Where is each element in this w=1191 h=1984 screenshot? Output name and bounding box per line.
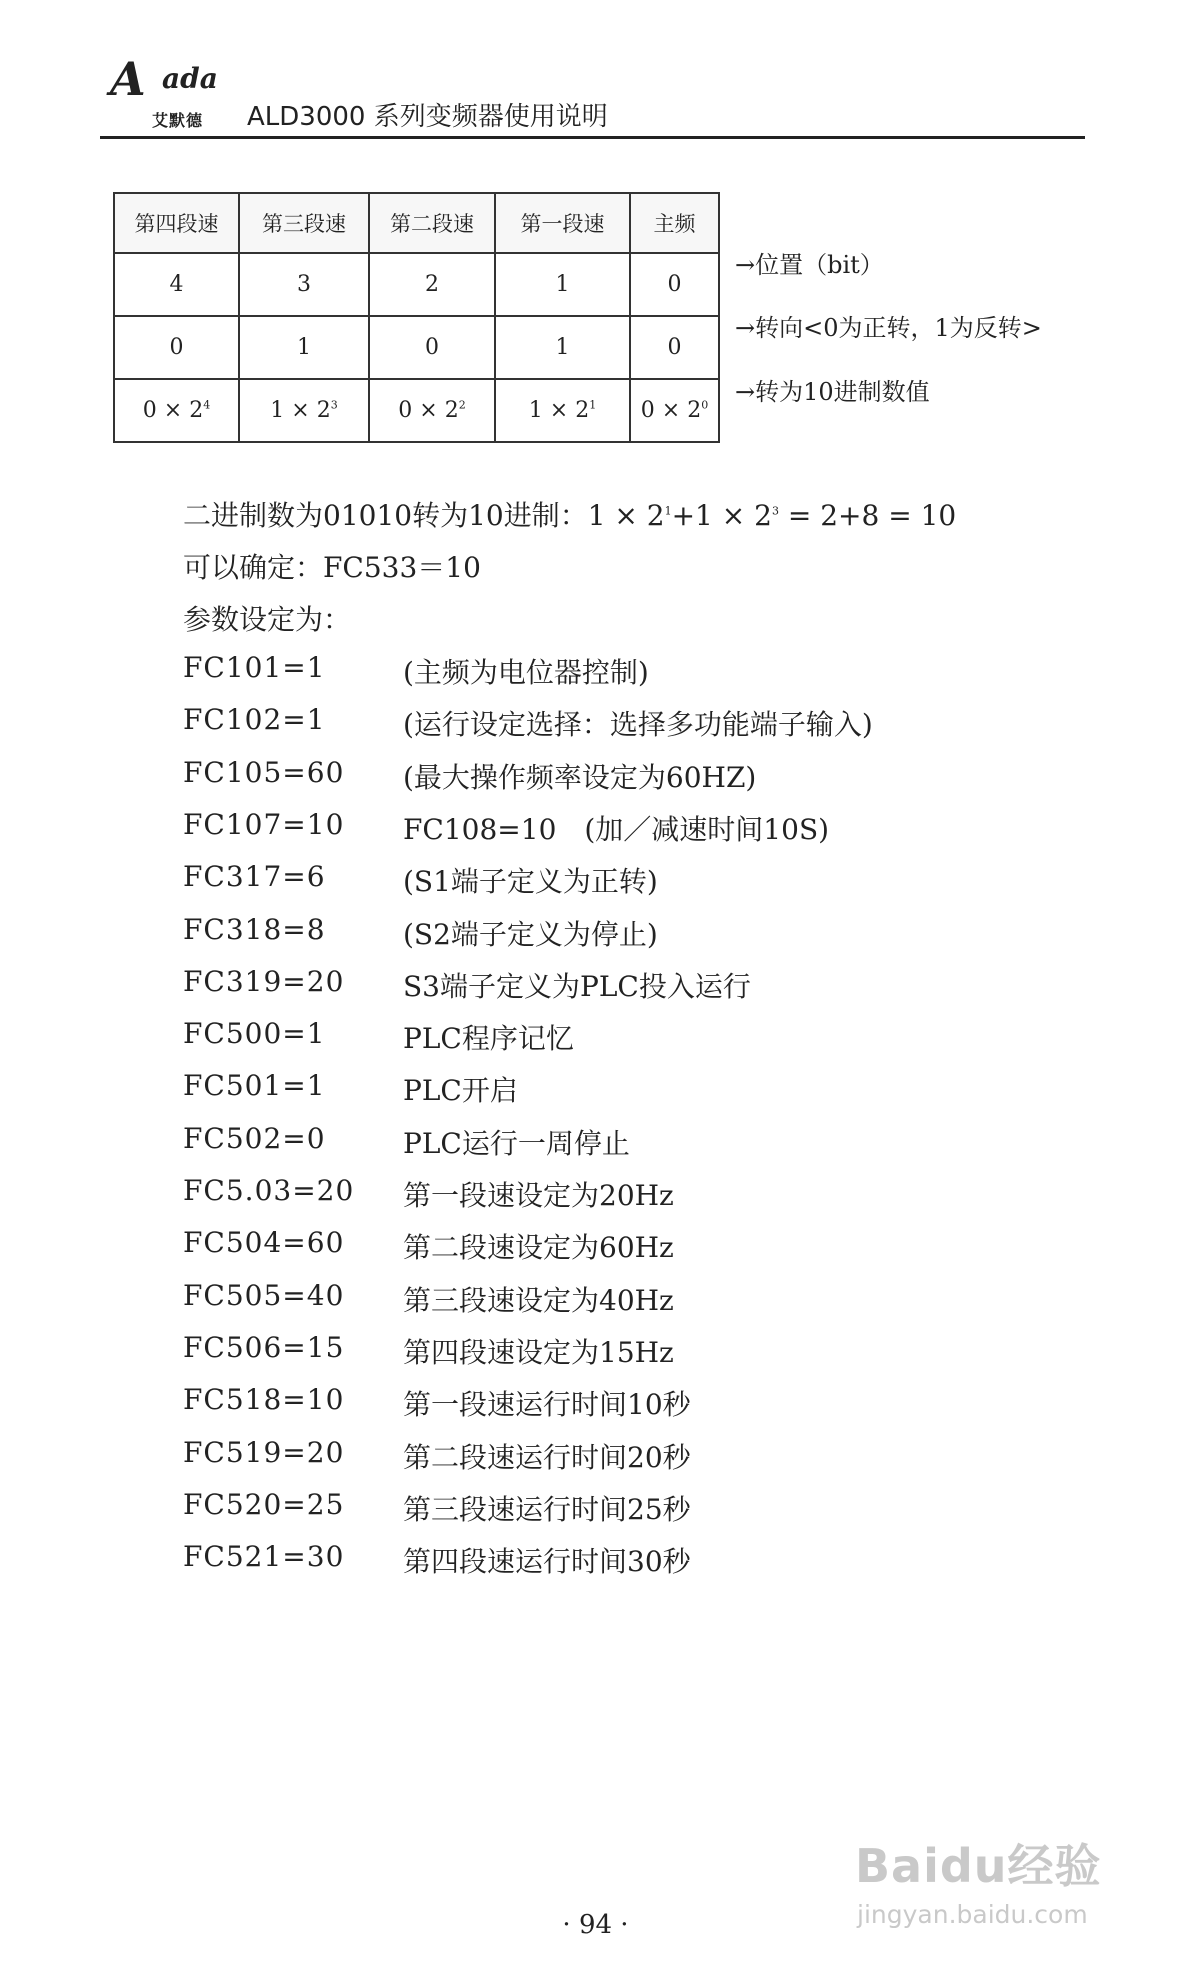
parameter-description: PLC程序记忆 [403, 1022, 574, 1056]
parameter-code: FC107=10 [183, 807, 345, 841]
logo-chinese-name: 艾默德 [152, 111, 204, 130]
parameter-code: FC319=20 [183, 964, 345, 998]
table-cell: 1 [495, 316, 630, 379]
conversion-mid: +1 × 2 [671, 499, 772, 532]
calc-coef: 0 × 2 [142, 398, 204, 423]
parameter-description: (S1端子定义为正转) [403, 865, 658, 899]
parameter-description: (运行设定选择：选择多功能端子输入) [403, 708, 873, 742]
parameter-code: FC519=20 [183, 1435, 345, 1469]
parameter-code: FC501=1 [183, 1069, 326, 1103]
params-label: 参数设定为： [183, 603, 352, 636]
table-cell: 0 [114, 316, 239, 379]
calc-exp: 1 [589, 398, 597, 412]
parameter-code: FC105=60 [183, 755, 345, 789]
parameter-description: (S2端子定义为停止) [403, 917, 658, 951]
parameter-description: 第四段速运行时间30秒 [403, 1545, 691, 1579]
parameter-code: FC504=60 [183, 1226, 345, 1260]
table-cell: 0 [630, 253, 719, 316]
calc-coef: 0 × 2 [398, 398, 459, 423]
calc-exp: 3 [330, 398, 338, 412]
parameter-description: S3端子定义为PLC投入运行 [403, 969, 751, 1003]
table-header-cell: 主频 [630, 193, 719, 253]
table-cell: 1 [495, 253, 630, 316]
calc-coef: 1 × 2 [270, 398, 331, 423]
calc-exp: 2 [458, 398, 466, 412]
table-header-cell: 第三段速 [239, 193, 369, 253]
parameter-description: 第二段速运行时间20秒 [403, 1440, 691, 1474]
parameter-code: FC506=15 [183, 1330, 345, 1364]
confirm-line: 可以确定：FC533＝10 [183, 551, 481, 584]
parameter-description: (主频为电位器控制) [403, 656, 649, 689]
row-note-position: →位置（bit） [735, 251, 884, 279]
parameter-code: FC317=6 [183, 860, 326, 894]
parameter-description: 第三段速运行时间25秒 [403, 1492, 691, 1526]
header-divider [100, 136, 1085, 139]
table-cell: 0 [630, 316, 719, 379]
logo-script-letter: A [110, 52, 144, 106]
table-cell [114, 379, 239, 442]
parameter-code: FC520=25 [183, 1487, 345, 1521]
parameter-code: FC318=8 [183, 912, 326, 946]
logo-text: ada [162, 62, 218, 95]
table-cell: 4 [114, 253, 239, 316]
table-cell [495, 379, 630, 442]
parameter-description: PLC运行一周停止 [403, 1126, 630, 1160]
conversion-exp: 3 [771, 504, 779, 518]
speed-bit-table [113, 192, 720, 443]
calc-coef: 0 × 2 [640, 398, 702, 423]
table-header-cell: 第四段速 [114, 193, 239, 253]
parameter-description: 第四段速设定为15Hz [403, 1335, 674, 1369]
parameter-code: FC518=10 [183, 1383, 345, 1417]
table-cell: 2 [369, 253, 495, 316]
calc-exp: 4 [203, 398, 211, 412]
table-cell [239, 379, 369, 442]
table-cell [630, 379, 719, 442]
page-header [100, 40, 1085, 140]
table-row-bit [114, 253, 719, 316]
watermark-url-text: jingyan.baidu.com [857, 1900, 1088, 1929]
table-cell: 1 [239, 316, 369, 379]
parameter-description: PLC开启 [403, 1074, 518, 1108]
parameter-description: 第二段速设定为60Hz [403, 1231, 674, 1265]
parameter-code: FC505=40 [183, 1278, 345, 1312]
table-cell: 0 [369, 316, 495, 379]
parameter-code: FC502=0 [183, 1121, 326, 1155]
table-header-cell: 第二段速 [369, 193, 495, 253]
table-row-direction [114, 316, 719, 379]
parameter-code: FC521=30 [183, 1540, 345, 1574]
calc-coef: 1 × 2 [528, 398, 590, 423]
parameter-description: 第三段速设定为40Hz [403, 1283, 674, 1317]
parameter-code: FC101=1 [183, 651, 326, 684]
page-number: · 94 · [562, 1910, 629, 1940]
parameter-description: 第一段速运行时间10秒 [403, 1388, 691, 1422]
row-note-decimal: →转为10进制数值 [735, 378, 930, 406]
conversion-prefix: 二进制数为01010转为10进制：1 × 2 [183, 499, 665, 532]
table-header-cell: 第一段速 [495, 193, 630, 253]
calc-exp: 0 [701, 398, 709, 412]
table-row-calc [114, 379, 719, 442]
document-title: ALD3000 系列变频器使用说明 [247, 102, 608, 132]
conversion-exp: 1 [664, 504, 672, 518]
row-note-direction: →转向<0为正转，1为反转> [735, 314, 1042, 342]
parameter-code: FC500=1 [183, 1017, 326, 1051]
baidu-watermark [855, 1830, 1155, 1940]
parameter-description: FC108=10 (加／减速时间10S) [403, 812, 830, 846]
conversion-line [183, 494, 956, 534]
watermark-main-text: Baidu经验 [855, 1839, 1102, 1893]
table-cell: 3 [239, 253, 369, 316]
parameter-description: (最大操作频率设定为60HZ) [403, 760, 757, 794]
company-logo [100, 40, 235, 135]
table-header-row [114, 193, 719, 253]
conversion-suffix: = 2+8 = 10 [778, 499, 957, 532]
table-cell [369, 379, 495, 442]
parameter-description: 第一段速设定为20Hz [403, 1179, 674, 1212]
parameter-code: FC5.03=20 [183, 1174, 355, 1207]
parameter-code: FC102=1 [183, 703, 326, 737]
